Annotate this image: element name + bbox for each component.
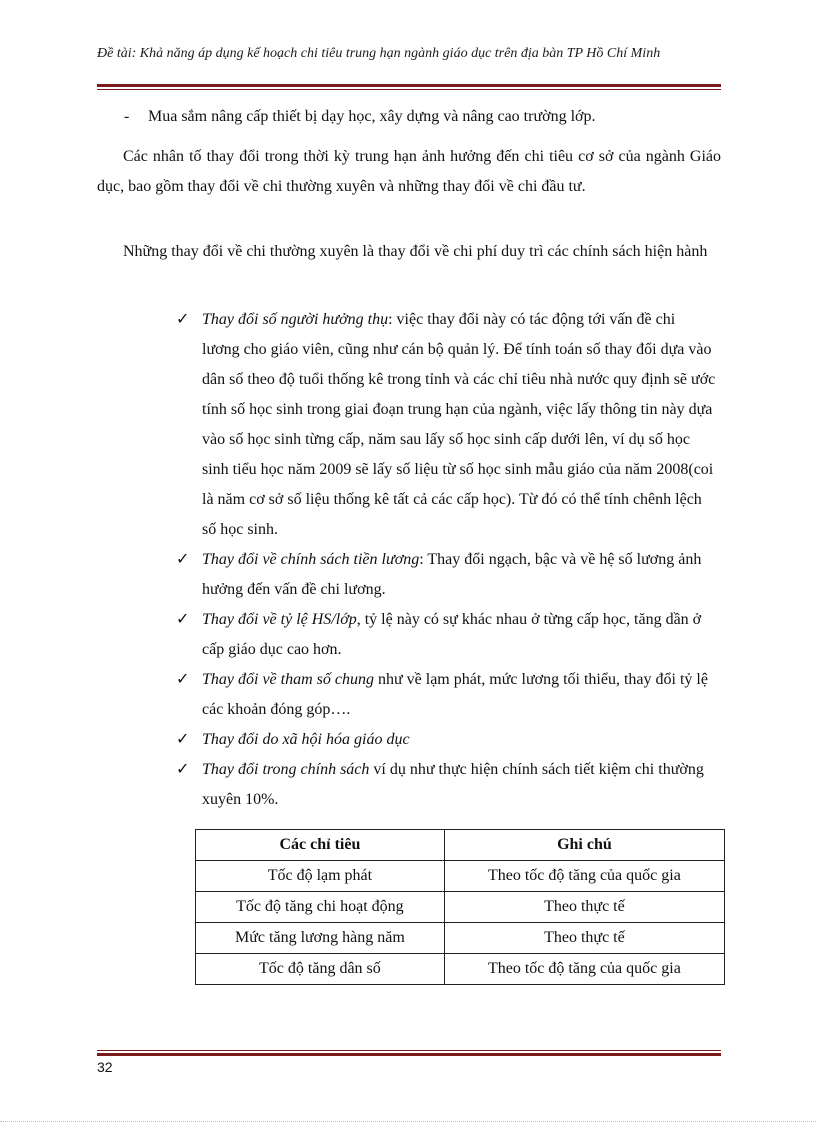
table-cell: Tốc độ lạm phát: [196, 861, 445, 892]
page-number: 32: [97, 1059, 113, 1075]
checklist-item-text: ví dụ như thực hiện chính sách tiết kiệm chi thường xuyên 10%.: [202, 761, 704, 808]
checkmark-icon: ✓: [176, 671, 190, 688]
checkmark-icon: ✓: [176, 551, 190, 568]
paragraph-2-text: Những thay đổi về chi thường xuyên là thay đổi về chi phí duy trì các chính sách hiện hành: [123, 243, 708, 260]
checkmark-icon: ✓: [176, 611, 190, 628]
checklist-item: [176, 725, 716, 755]
checklist-item: [176, 755, 716, 815]
checklist-item-text: : Thay đổi ngạch, bậc và về hệ số lương ảnh hưởng đến vấn đề chi lương.: [202, 551, 702, 598]
table-header-cell: Ghi chú: [444, 830, 724, 861]
table-row: [196, 954, 725, 985]
dash-bullet: -: [124, 108, 130, 125]
checklist-item-text: : việc thay đổi này có tác động tới vấn đề chi lương cho giáo viên, cũng như cán bộ quản lý. Để tính toán số thay đổi dựa vào dân số theo độ tuổi thống kê trong tỉnh và các chỉ tiêu nhà nước quy định sẽ ước tính số học sinh trong giai đoạn trung hạn của ngành, việc lấy thông tin này dựa vào số học sinh từng cấp, năm sau lấy số học sinh cấp dưới lên, ví dụ số học sinh tiểu học năm 2009 sẽ lấy số liệu từ số học sinh mẫu giáo của năm 2008(coi là năm cơ sở số liệu thống kê tất cả các cấp học). Từ đó có thể tính chênh lệch số học sinh.: [202, 311, 716, 538]
table-header-row: [196, 830, 725, 861]
checklist-item: [176, 545, 716, 605]
checklist: [176, 305, 716, 815]
checklist-item: [176, 605, 716, 665]
dash-item-text: Mua sắm nâng cấp thiết bị dạy học, xây dựng và nâng cao trường lớp.: [148, 108, 596, 125]
footer-rule: [97, 1050, 721, 1056]
checklist-item-title: Thay đổi về chính sách tiền lương: [202, 551, 420, 568]
checklist-item-text: , tỷ lệ này có sự khác nhau ở từng cấp học, tăng dần ở cấp giáo dục cao hơn.: [202, 611, 702, 658]
paragraph-1-text: Các nhân tố thay đổi trong thời kỳ trung hạn ảnh hưởng đến chi tiêu cơ sở của ngành Giáo dục, bao gồm thay đổi về chi thường xuyên và những thay đổi về chi đầu tư.: [97, 148, 721, 195]
table-row: [196, 892, 725, 923]
checklist-item-title: Thay đổi về tham số chung: [202, 671, 374, 688]
checkmark-icon: ✓: [176, 311, 190, 328]
table-cell: Theo thực tế: [444, 892, 724, 923]
table-row: [196, 923, 725, 954]
table-cell: Theo thực tế: [444, 923, 724, 954]
paragraph-1: [97, 142, 721, 202]
checklist-item-title: Thay đổi do xã hội hóa giáo dục: [202, 731, 410, 748]
document-title: Đề tài: Khả năng áp dụng kế hoạch chi tiêu trung hạn ngành giáo dục trên địa bàn TP Hồ Chí Minh: [97, 46, 661, 61]
checklist-item-title: Thay đổi về tỷ lệ HS/lớp: [202, 611, 357, 628]
table-row: [196, 861, 725, 892]
checklist-item-title: Thay đổi số người hưởng thụ: [202, 311, 389, 328]
checklist-item: [176, 305, 716, 545]
dash-list-item: [124, 108, 595, 126]
table-header-cell: Các chỉ tiêu: [196, 830, 445, 861]
checklist-item-text: như về lạm phát, mức lương tối thiểu, thay đổi tỷ lệ các khoản đóng góp….: [202, 671, 708, 718]
header-rule: [97, 84, 721, 90]
checkmark-icon: ✓: [176, 731, 190, 748]
paragraph-2: [97, 237, 721, 267]
checklist-item-title: Thay đổi trong chính sách: [202, 761, 370, 778]
table-cell: Tốc độ tăng chi hoạt động: [196, 892, 445, 923]
checkmark-icon: ✓: [176, 761, 190, 778]
parameters-table: [195, 829, 725, 985]
table-cell: Theo tốc độ tăng của quốc gia: [444, 861, 724, 892]
table-cell: Tốc độ tăng dân số: [196, 954, 445, 985]
table-cell: Theo tốc độ tăng của quốc gia: [444, 954, 724, 985]
checklist-item: [176, 665, 716, 725]
table-cell: Mức tăng lương hàng năm: [196, 923, 445, 954]
